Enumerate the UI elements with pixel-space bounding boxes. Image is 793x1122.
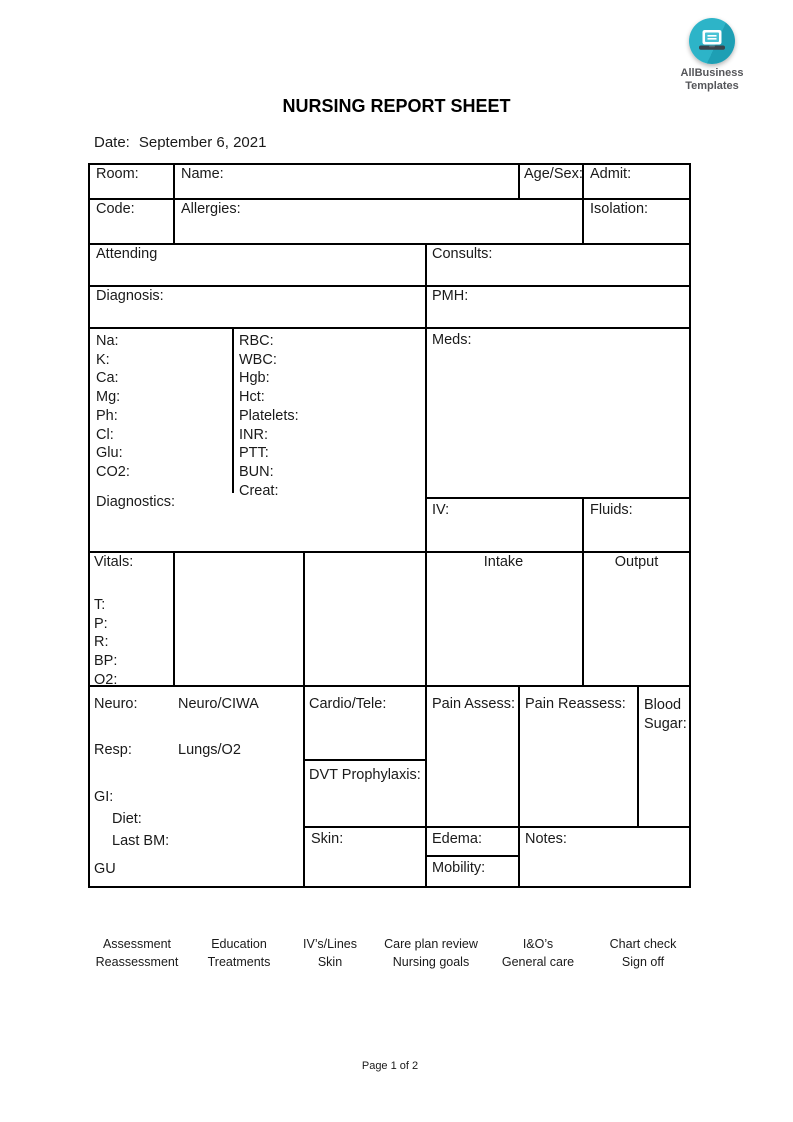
legend-line: General care (501, 954, 575, 969)
lab-label: CO2: (96, 463, 130, 480)
skin-field-label: Skin: (311, 831, 344, 847)
legend-line: Education (211, 937, 267, 951)
room-field-label: Room: (96, 166, 139, 182)
legend-care-plan (384, 936, 478, 971)
last-bm-field-label: Last BM: (112, 833, 170, 849)
pain-reassess-field-label: Pain Reassess: (525, 696, 626, 712)
lab-label: Glu: (96, 445, 123, 462)
legend-line: Care plan review (384, 937, 478, 951)
blood-sugar-field-label: Blood Sugar: (644, 697, 687, 732)
attending-field-label: Attending (96, 246, 158, 262)
legend-line: Nursing goals (392, 954, 470, 969)
notes-field-label: Notes: (525, 831, 567, 847)
admit-field-label: Admit: (590, 166, 632, 182)
meds-field-label: Meds: (432, 332, 472, 348)
legend-line: Chart check (609, 937, 677, 951)
legend-iv-lines (303, 936, 357, 971)
date-value: September 6, 2021 (138, 134, 267, 151)
neuro-ciwa-label: Neuro/CIWA (178, 696, 259, 712)
code-field-label: Code: (96, 201, 135, 217)
diet-field-label: Diet: (112, 811, 142, 827)
report-table (88, 163, 691, 888)
edema-field-label: Edema: (432, 831, 482, 847)
grid-line (303, 551, 305, 888)
dvt-field-label: DVT Prophylaxis: (309, 767, 421, 783)
iv-field-label: IV: (432, 502, 450, 518)
grid-line (88, 163, 691, 165)
page-title: NURSING REPORT SHEET (282, 96, 511, 116)
grid-line (88, 285, 691, 287)
logo-circle (689, 18, 735, 64)
diagnosis-field-label: Diagnosis: (96, 288, 164, 304)
intake-column-label: Intake (483, 554, 524, 570)
chem-labs-list (96, 332, 130, 482)
legend-line: I&O’s (522, 937, 554, 951)
logo-brand-line2: Templates (685, 79, 739, 92)
output-column-label: Output (614, 554, 659, 570)
lab-label: RBC: (239, 333, 274, 349)
grid-line (637, 685, 639, 826)
lab-label: Platelets: (239, 407, 299, 424)
lab-label: K: (96, 351, 110, 368)
lab-label: Creat: (239, 482, 279, 499)
age-sex-field-label: Age/Sex: (524, 166, 583, 182)
resp-field-label: Resp: (94, 742, 132, 758)
grid-line (88, 198, 691, 200)
isolation-field-label: Isolation: (590, 201, 649, 217)
grid-line (232, 327, 234, 493)
page-number: Page 1 of 2 (361, 1060, 419, 1072)
legend-ios (502, 936, 574, 971)
grid-line (582, 497, 584, 685)
lab-label: Ca: (96, 370, 119, 387)
lab-label: Mg: (96, 389, 121, 406)
date-line (94, 134, 266, 151)
lab-label: WBC: (239, 351, 277, 368)
grid-line (173, 551, 175, 685)
pain-assess-field-label: Pain Assess: (432, 696, 516, 712)
legend-chart-check (610, 936, 677, 971)
grid-line (88, 551, 691, 553)
grid-line (689, 163, 691, 888)
grid-line (303, 826, 691, 828)
legend-line: Treatments (207, 954, 271, 969)
laptop-icon (697, 29, 727, 53)
date-label: Date: (94, 134, 130, 151)
legend-education (208, 936, 271, 971)
logo-brand-line1: AllBusiness (680, 67, 744, 79)
vital-label: R: (94, 634, 109, 651)
legend-line: Assessment (102, 937, 172, 951)
consults-field-label: Consults: (432, 246, 493, 262)
grid-line (518, 163, 520, 198)
legend-line: IV’s/Lines (303, 937, 357, 951)
grid-line (303, 759, 425, 761)
lab-label: INR: (239, 426, 268, 443)
vital-label: P: (94, 615, 108, 632)
allbusiness-templates-logo (660, 14, 764, 92)
allergies-field-label: Allergies: (181, 201, 241, 217)
vitals-field-label: Vitals: (94, 554, 134, 570)
lab-label: Cl: (96, 426, 114, 443)
lab-label: BUN: (239, 463, 274, 480)
gi-field-label: GI: (94, 789, 114, 805)
grid-line (88, 327, 691, 329)
lab-label: Hct: (239, 389, 265, 406)
vitals-list (94, 596, 117, 690)
grid-line (88, 685, 691, 687)
cbc-labs-list (239, 332, 299, 500)
neuro-field-label: Neuro: (94, 696, 138, 712)
grid-line (88, 243, 691, 245)
grid-line (88, 163, 90, 888)
pmh-field-label: PMH: (432, 288, 469, 304)
grid-line (425, 855, 518, 857)
grid-line (518, 685, 520, 888)
vital-label: T: (94, 597, 106, 613)
grid-line (173, 163, 175, 243)
legend-line: Skin (317, 954, 343, 969)
lab-label: Ph: (96, 407, 118, 424)
legend-assessment (96, 936, 179, 971)
lab-label: Na: (96, 333, 119, 349)
fluids-field-label: Fluids: (590, 502, 633, 518)
legend-line: Reassessment (95, 954, 179, 969)
lab-label: PTT: (239, 445, 269, 462)
diagnostics-field-label: Diagnostics: (96, 494, 175, 510)
grid-line (88, 886, 691, 888)
legend-line: Sign off (621, 954, 665, 969)
vital-label: BP: (94, 653, 118, 670)
grid-line (425, 497, 691, 499)
lab-label: Hgb: (239, 370, 270, 387)
mobility-field-label: Mobility: (432, 860, 486, 876)
gu-field-label: GU (94, 861, 116, 877)
lungs-o2-label: Lungs/O2 (178, 742, 241, 758)
name-field-label: Name: (181, 166, 224, 182)
vital-label: O2: (94, 671, 118, 688)
cardio-tele-field-label: Cardio/Tele: (309, 696, 387, 712)
